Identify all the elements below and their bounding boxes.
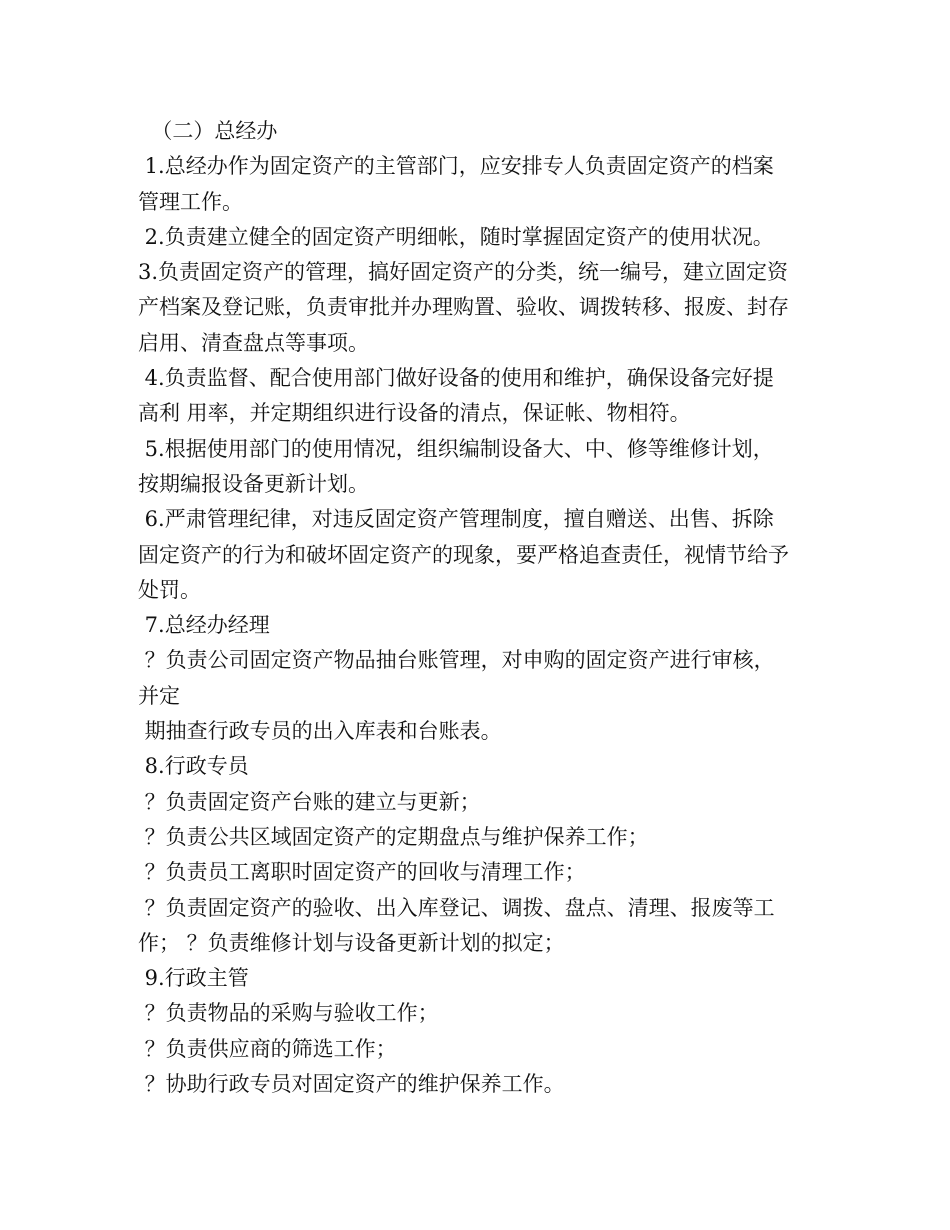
text-line: 6.严肃管理纪律，对违反固定资产管理制度，擅自赠送、出售、拆除 <box>138 507 774 532</box>
text-line: 3.负责固定资产的管理，搞好固定资产的分类，统一编号，建立固定资 <box>138 260 789 285</box>
text-line: 处罚。 <box>138 577 201 602</box>
text-line: ？负责固定资产的验收、出入库登记、调拨、盘点、清理、报废等工 <box>138 895 775 920</box>
text-line: ？负责供应商的筛选工作； <box>138 1036 397 1061</box>
text-line: 高利 用率，并定期组织进行设备的清点，保证帐、物相符。 <box>138 401 691 426</box>
text-line: 并定 <box>138 683 180 708</box>
text-line: 5.根据使用部门的使用情况，组织编制设备大、中、修等维修计划， <box>138 436 774 461</box>
text-line: 4.负责监督、配合使用部门做好设备的使用和维护，确保设备完好提 <box>138 366 774 391</box>
subsection-heading: 8.行政专员 <box>138 754 249 779</box>
document-body <box>138 114 818 1102</box>
text-line: ？负责员工离职时固定资产的回收与清理工作； <box>138 860 586 885</box>
subsection-heading: 7.总经办经理 <box>138 613 270 638</box>
text-line: ？负责固定资产台账的建立与更新； <box>138 789 481 814</box>
text-line: 1.总经办作为固定资产的主管部门，应安排专人负责固定资产的档案 <box>138 154 774 179</box>
text-line: 期抽查行政专员的出入库表和台账表。 <box>138 719 502 744</box>
subsection-heading: 9.行政主管 <box>138 966 249 991</box>
text-line: 固定资产的行为和破坏固定资产的现象，要严格追查责任，视情节给予 <box>138 542 789 567</box>
text-line: 按期编报设备更新计划。 <box>138 471 369 496</box>
text-line: ？负责公共区域固定资产的定期盘点与维护保养工作； <box>138 824 649 849</box>
text-line: 启用、清查盘点等事项。 <box>138 330 369 355</box>
text-line: ？协助行政专员对固定资产的维护保养工作。 <box>138 1072 565 1097</box>
text-line: 作； ？负责维修计划与设备更新计划的拟定； <box>138 930 565 955</box>
text-line: 管理工作。 <box>138 189 243 214</box>
text-line: ？负责公司固定资产物品抽台账管理，对申购的固定资产进行审核， <box>138 648 775 673</box>
text-line: 2.负责建立健全的固定资产明细帐，随时掌握固定资产的使用状况。 <box>138 224 774 249</box>
section-heading: （二）总经办 <box>138 119 278 143</box>
text-line: ？负责物品的采购与验收工作； <box>138 1001 439 1026</box>
text-line: 产档案及登记账，负责审批并办理购置、验收、调拨转移、报废、封存 <box>138 295 789 320</box>
